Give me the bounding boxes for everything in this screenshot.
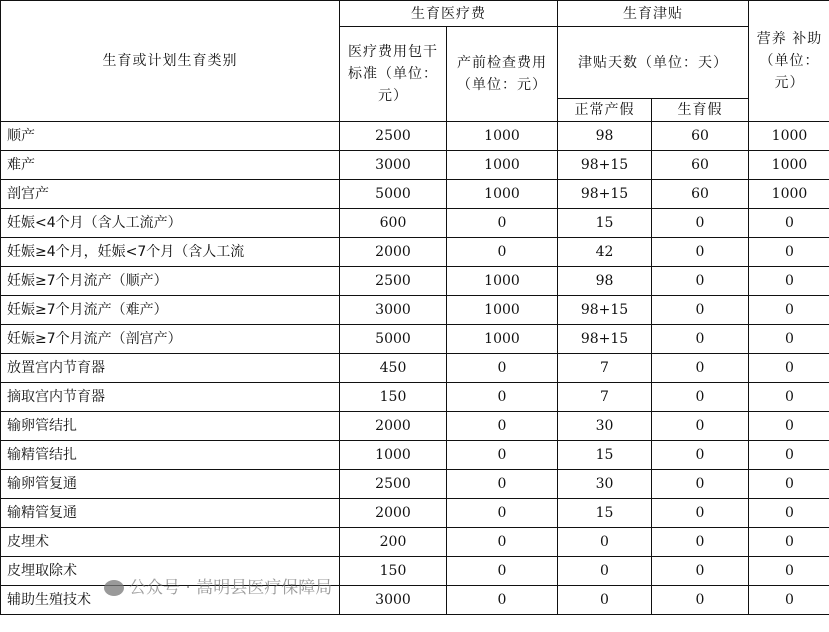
cell-category: 输精管复通 <box>1 499 340 528</box>
cell-prenatal: 0 <box>447 586 558 615</box>
table-row <box>1 383 829 412</box>
cell-normal-leave: 30 <box>558 470 652 499</box>
cell-nutrition: 1000 <box>749 122 829 151</box>
cell-category: 妊娠≥7个月流产（顺产） <box>1 267 340 296</box>
cell-normal-leave: 15 <box>558 499 652 528</box>
cell-category: 妊娠≥4个月，妊娠<7个月（含人工流 <box>1 238 340 267</box>
cell-prenatal: 0 <box>447 354 558 383</box>
cell-category: 妊娠≥7个月流产（剖宫产） <box>1 325 340 354</box>
table-row <box>1 238 829 267</box>
cell-maternity-leave: 0 <box>652 470 749 499</box>
cell-normal-leave: 0 <box>558 557 652 586</box>
cell-normal-leave: 7 <box>558 354 652 383</box>
watermark-text: 公众号 · 嵩明县医疗保障局 <box>129 578 333 598</box>
cell-medical-package: 150 <box>340 383 447 412</box>
cell-maternity-leave: 0 <box>652 325 749 354</box>
header-allowance-days: 津贴天数（单位：天） <box>558 27 749 99</box>
table-row <box>1 325 829 354</box>
header-allowance-group: 生育津贴 <box>558 1 749 27</box>
header-nutrition: 营养 补助（单位：元） <box>749 1 829 122</box>
cell-prenatal: 0 <box>447 412 558 441</box>
cell-maternity-leave: 0 <box>652 557 749 586</box>
cell-normal-leave: 98+15 <box>558 151 652 180</box>
cell-category: 辅助生殖技术 <box>1 586 340 615</box>
cell-nutrition: 0 <box>749 441 829 470</box>
header-medical-package: 医疗费用包干标准（单位：元） <box>340 27 447 122</box>
cell-maternity-leave: 0 <box>652 528 749 557</box>
cell-nutrition: 0 <box>749 296 829 325</box>
cell-normal-leave: 42 <box>558 238 652 267</box>
cell-category: 难产 <box>1 151 340 180</box>
cell-normal-leave: 98+15 <box>558 325 652 354</box>
cell-nutrition: 0 <box>749 470 829 499</box>
table-row <box>1 441 829 470</box>
cell-category: 摘取宫内节育器 <box>1 383 340 412</box>
cell-medical-package: 3000 <box>340 296 447 325</box>
cell-medical-package: 150 <box>340 557 447 586</box>
cell-category: 妊娠<4个月（含人工流产） <box>1 209 340 238</box>
cell-maternity-leave: 0 <box>652 383 749 412</box>
cell-nutrition: 0 <box>749 325 829 354</box>
cell-medical-package: 200 <box>340 528 447 557</box>
cell-normal-leave: 7 <box>558 383 652 412</box>
cell-normal-leave: 98 <box>558 267 652 296</box>
cell-maternity-leave: 0 <box>652 209 749 238</box>
cell-nutrition: 1000 <box>749 151 829 180</box>
cell-maternity-leave: 0 <box>652 499 749 528</box>
cell-normal-leave: 0 <box>558 586 652 615</box>
cell-maternity-leave: 0 <box>652 412 749 441</box>
cell-nutrition: 1000 <box>749 180 829 209</box>
cell-normal-leave: 98 <box>558 122 652 151</box>
cell-maternity-leave: 0 <box>652 238 749 267</box>
cell-medical-package: 2000 <box>340 412 447 441</box>
cell-maternity-leave: 60 <box>652 151 749 180</box>
table-row <box>1 412 829 441</box>
watermark <box>104 578 332 598</box>
cell-maternity-leave: 60 <box>652 180 749 209</box>
cell-category: 剖宫产 <box>1 180 340 209</box>
cell-maternity-leave: 0 <box>652 354 749 383</box>
header-prenatal: 产前检查费用（单位：元） <box>447 27 558 122</box>
cell-medical-package: 1000 <box>340 441 447 470</box>
table-row <box>1 499 829 528</box>
cell-prenatal: 0 <box>447 470 558 499</box>
header-normal-leave: 正常产假 <box>558 99 652 122</box>
cell-nutrition: 0 <box>749 209 829 238</box>
cell-maternity-leave: 0 <box>652 267 749 296</box>
cell-prenatal: 1000 <box>447 267 558 296</box>
cell-prenatal: 1000 <box>447 325 558 354</box>
cell-category: 输卵管结扎 <box>1 412 340 441</box>
header-category: 生育或计划生育类别 <box>1 1 340 122</box>
table-row <box>1 267 829 296</box>
cell-medical-package: 2500 <box>340 267 447 296</box>
cell-prenatal: 0 <box>447 557 558 586</box>
cell-nutrition: 0 <box>749 238 829 267</box>
cell-nutrition: 0 <box>749 412 829 441</box>
table-row <box>1 296 829 325</box>
cell-medical-package: 5000 <box>340 325 447 354</box>
cell-maternity-leave: 0 <box>652 586 749 615</box>
wechat-icon <box>104 580 124 596</box>
cell-medical-package: 3000 <box>340 151 447 180</box>
table-row <box>1 528 829 557</box>
cell-medical-package: 2500 <box>340 470 447 499</box>
cell-category: 输卵管复通 <box>1 470 340 499</box>
cell-category: 妊娠≥7个月流产（难产） <box>1 296 340 325</box>
cell-normal-leave: 0 <box>558 528 652 557</box>
header-medical-group: 生育医疗费 <box>340 1 558 27</box>
cell-normal-leave: 15 <box>558 441 652 470</box>
cell-category: 顺产 <box>1 122 340 151</box>
cell-maternity-leave: 0 <box>652 296 749 325</box>
cell-category: 皮埋取除术 <box>1 557 340 586</box>
cell-maternity-leave: 0 <box>652 441 749 470</box>
cell-maternity-leave: 60 <box>652 122 749 151</box>
cell-nutrition: 0 <box>749 528 829 557</box>
cell-medical-package: 2000 <box>340 499 447 528</box>
cell-nutrition: 0 <box>749 383 829 412</box>
cell-nutrition: 0 <box>749 354 829 383</box>
cell-prenatal: 0 <box>447 499 558 528</box>
cell-nutrition: 0 <box>749 499 829 528</box>
cell-nutrition: 0 <box>749 267 829 296</box>
cell-category: 输精管结扎 <box>1 441 340 470</box>
table-row <box>1 180 829 209</box>
cell-normal-leave: 98+15 <box>558 296 652 325</box>
cell-prenatal: 1000 <box>447 151 558 180</box>
header-maternity-leave: 生育假 <box>652 99 749 122</box>
cell-prenatal: 0 <box>447 528 558 557</box>
cell-normal-leave: 15 <box>558 209 652 238</box>
cell-prenatal: 0 <box>447 209 558 238</box>
table-row <box>1 122 829 151</box>
cell-prenatal: 0 <box>447 383 558 412</box>
cell-medical-package: 3000 <box>340 586 447 615</box>
cell-category: 放置宫内节育器 <box>1 354 340 383</box>
cell-medical-package: 5000 <box>340 180 447 209</box>
cell-prenatal: 1000 <box>447 296 558 325</box>
cell-medical-package: 450 <box>340 354 447 383</box>
cell-medical-package: 2000 <box>340 238 447 267</box>
cell-prenatal: 1000 <box>447 180 558 209</box>
table-row <box>1 151 829 180</box>
cell-normal-leave: 98+15 <box>558 180 652 209</box>
cell-nutrition: 0 <box>749 586 829 615</box>
table-row <box>1 354 829 383</box>
cell-category: 皮埋术 <box>1 528 340 557</box>
cell-medical-package: 2500 <box>340 122 447 151</box>
cell-prenatal: 0 <box>447 441 558 470</box>
table-row <box>1 470 829 499</box>
cell-prenatal: 0 <box>447 238 558 267</box>
cell-normal-leave: 30 <box>558 412 652 441</box>
cell-prenatal: 1000 <box>447 122 558 151</box>
table-row <box>1 209 829 238</box>
cell-nutrition: 0 <box>749 557 829 586</box>
cell-medical-package: 600 <box>340 209 447 238</box>
